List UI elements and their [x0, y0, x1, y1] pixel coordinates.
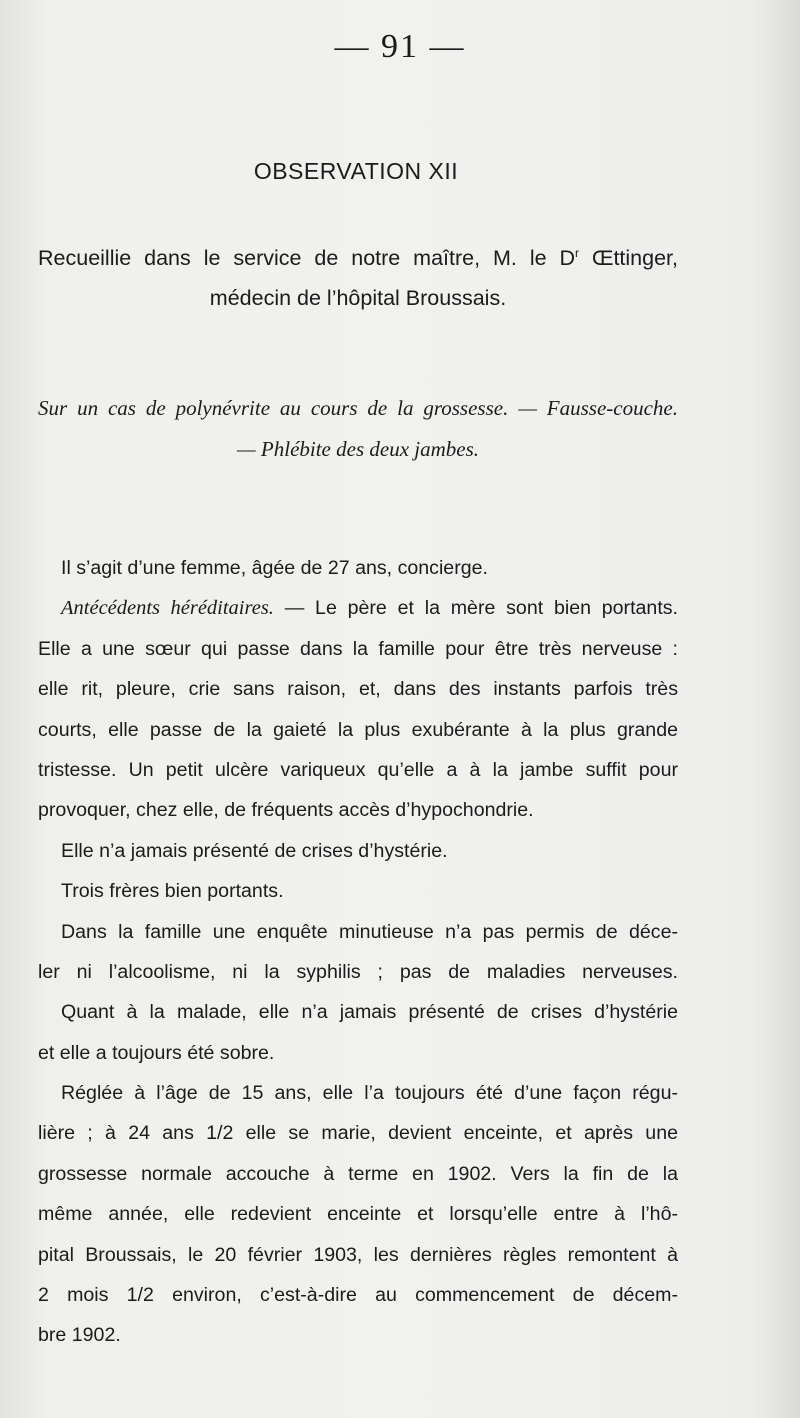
- body-line: 2 mois 1/2 environ, c’est-à-dire au commencement de décem-: [38, 1284, 678, 1307]
- body-line: Quant à la malade, elle n’a jamais présenté de crises d’hystérie: [61, 1001, 678, 1024]
- observation-title: OBSERVATION XII: [253, 158, 459, 184]
- case-subtitle-line-1: Sur un cas de polynévrite au cours de la grossesse. — Fausse-couche.: [38, 396, 678, 420]
- body-line: bre 1902.: [38, 1324, 121, 1347]
- service-line-1-name: Œttinger,: [579, 246, 679, 270]
- body-line: lière ; à 24 ans 1/2 elle se marie, devient enceinte, et après une: [38, 1122, 678, 1145]
- body-line: elle rit, pleure, crie sans raison, et, dans des instants parfois très: [38, 678, 678, 701]
- doctor-superscript: r: [575, 246, 580, 260]
- body-line: même année, elle redevient enceinte et lorsqu’elle entre à l’hô-: [38, 1203, 678, 1226]
- body-line: et elle a toujours été sobre.: [38, 1041, 275, 1064]
- body-line: tristesse. Un petit ulcère variqueux qu’elle a à la jambe suffit pour: [38, 758, 678, 781]
- body-line: provoquer, chez elle, de fréquents accès d’hypochondrie.: [38, 799, 534, 822]
- body-line: Trois frères bien portants.: [61, 880, 284, 903]
- body-line-text: — Le père et la mère sont bien portants.: [273, 597, 678, 620]
- body-line: Dans la famille une enquête minutieuse n’a pas permis de déce-: [61, 920, 678, 943]
- body-line: Réglée à l’âge de 15 ans, elle l’a toujours été d’une façon régu-: [61, 1082, 678, 1105]
- case-subtitle-line-2: — Phlébite des deux jambes.: [236, 437, 480, 461]
- observation-body: [38, 548, 678, 1356]
- service-line-2: médecin de l’hôpital Broussais.: [209, 286, 507, 310]
- body-line: Il s’agit d’une femme, âgée de 27 ans, concierge.: [61, 557, 488, 579]
- page-number: — 91 —: [334, 28, 466, 65]
- body-line: ler ni l’alcoolisme, ni la syphilis ; pas de maladies nerveuses.: [38, 960, 678, 983]
- body-line: pital Broussais, le 20 février 1903, les dernières règles remontent à: [38, 1243, 678, 1266]
- body-line: Elle n’a jamais présenté de crises d’hystérie.: [61, 839, 448, 862]
- body-line: [38, 588, 678, 628]
- body-line: courts, elle passe de la gaieté la plus exubérante à la plus grande: [38, 718, 678, 741]
- service-line-1: [38, 246, 678, 271]
- hereditary-antecedents-heading: Antécédents héréditaires.: [61, 597, 274, 620]
- body-line: grossesse normale accouche à terme en 1902. Vers la fin de la: [38, 1162, 678, 1185]
- service-line-1-text: Recueillie dans le service de notre maître, M. le D: [38, 246, 576, 270]
- body-line: Elle a une sœur qui passe dans la famille pour être très nerveuse :: [38, 637, 678, 660]
